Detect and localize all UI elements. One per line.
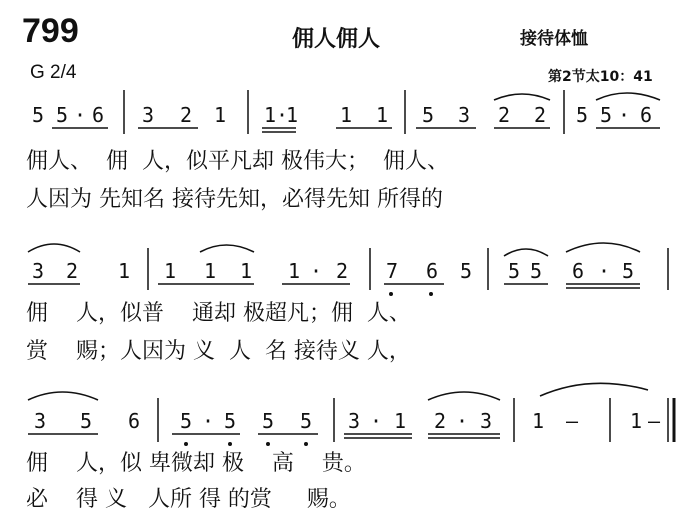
note: 1 <box>376 103 389 127</box>
note-dash: – <box>566 409 579 433</box>
note: 3 <box>348 409 361 433</box>
note: 5 <box>600 103 613 127</box>
note: 3 <box>480 409 493 433</box>
note: 1 <box>264 103 277 127</box>
note: 5 <box>530 259 543 283</box>
tie-arc <box>200 245 254 252</box>
note-dot: · <box>618 103 631 127</box>
note: 1 <box>204 259 217 283</box>
note-dash: – <box>648 409 661 433</box>
hymn-title: 佣人佣人 <box>292 27 381 52</box>
note: 5 <box>224 409 237 433</box>
note: 5 <box>80 409 93 433</box>
note: 1 <box>240 259 253 283</box>
note: 6 <box>426 259 439 283</box>
note: 2 <box>534 103 547 127</box>
note: 2 <box>498 103 511 127</box>
note: 6 <box>92 103 105 127</box>
tie-arc <box>566 243 640 252</box>
octave-dot <box>184 442 188 446</box>
octave-dot <box>228 442 232 446</box>
note: 6 <box>640 103 653 127</box>
note: 5 <box>262 409 275 433</box>
note: 5 <box>576 103 589 127</box>
scripture-reference: 第2节太10：41 <box>548 69 653 85</box>
tie-arc <box>596 93 660 100</box>
note: 5 <box>32 103 45 127</box>
lyrics-verse-1: 佣 人，似普 通却 极超凡；佣 人、 <box>26 301 411 326</box>
note: 1 <box>118 259 131 283</box>
note: 1 <box>630 409 643 433</box>
octave-dot <box>429 292 433 296</box>
tie-arc <box>28 244 80 252</box>
note-dot: · <box>370 409 383 433</box>
note: 6 <box>572 259 585 283</box>
note: 5 <box>422 103 435 127</box>
note-dot: · <box>598 259 611 283</box>
tie-arc <box>28 392 98 400</box>
note: 2 <box>434 409 447 433</box>
note: 5 <box>300 409 313 433</box>
lyrics-verse-2: 人因为 先知名 接待先知，必得先知 所得的 <box>26 187 443 212</box>
tie-arc <box>504 249 548 256</box>
lyrics-verse-1: 佣人、 佣 人，似平凡却 极伟大； 佣人、 <box>26 149 449 174</box>
note: 2 <box>336 259 349 283</box>
octave-dot <box>304 442 308 446</box>
octave-dot <box>266 442 270 446</box>
note: 1 <box>164 259 177 283</box>
tie-arc <box>494 94 550 100</box>
note: 1 <box>340 103 353 127</box>
note: 5 <box>56 103 69 127</box>
note: 5 <box>508 259 521 283</box>
note: 1 <box>288 259 301 283</box>
note-dot: · <box>310 259 323 283</box>
lyrics-verse-1: 佣 人，似 卑微却 极 高 贵。 <box>26 451 366 476</box>
note: 3 <box>34 409 47 433</box>
note: 1 <box>286 103 299 127</box>
note: 3 <box>32 259 45 283</box>
lyrics-verse-2: 必 得 义 人所 得 的赏 赐。 <box>26 487 351 512</box>
tie-arc <box>428 392 500 400</box>
note: 3 <box>142 103 155 127</box>
note: 5 <box>460 259 473 283</box>
note: 3 <box>458 103 471 127</box>
tie-arc <box>540 383 648 396</box>
note: 5 <box>180 409 193 433</box>
octave-dot <box>389 292 393 296</box>
lyrics-verse-2: 赏 赐；人因为 义 人 名 接待义 人， <box>26 339 411 364</box>
key-time-signature: G 2/4 <box>30 62 77 83</box>
note: 1 <box>532 409 545 433</box>
hymn-category: 接待体恤 <box>520 29 588 49</box>
note-dot: · <box>74 103 87 127</box>
note: 7 <box>386 259 399 283</box>
note: 5 <box>622 259 635 283</box>
note-dot: · <box>202 409 215 433</box>
hymn-number: 799 <box>22 12 79 50</box>
note: 1 <box>214 103 227 127</box>
note: 6 <box>128 409 141 433</box>
note: 2 <box>180 103 193 127</box>
note: 2 <box>66 259 79 283</box>
note-dot: · <box>276 103 289 127</box>
note-dot: · <box>456 409 469 433</box>
note: 1 <box>394 409 407 433</box>
